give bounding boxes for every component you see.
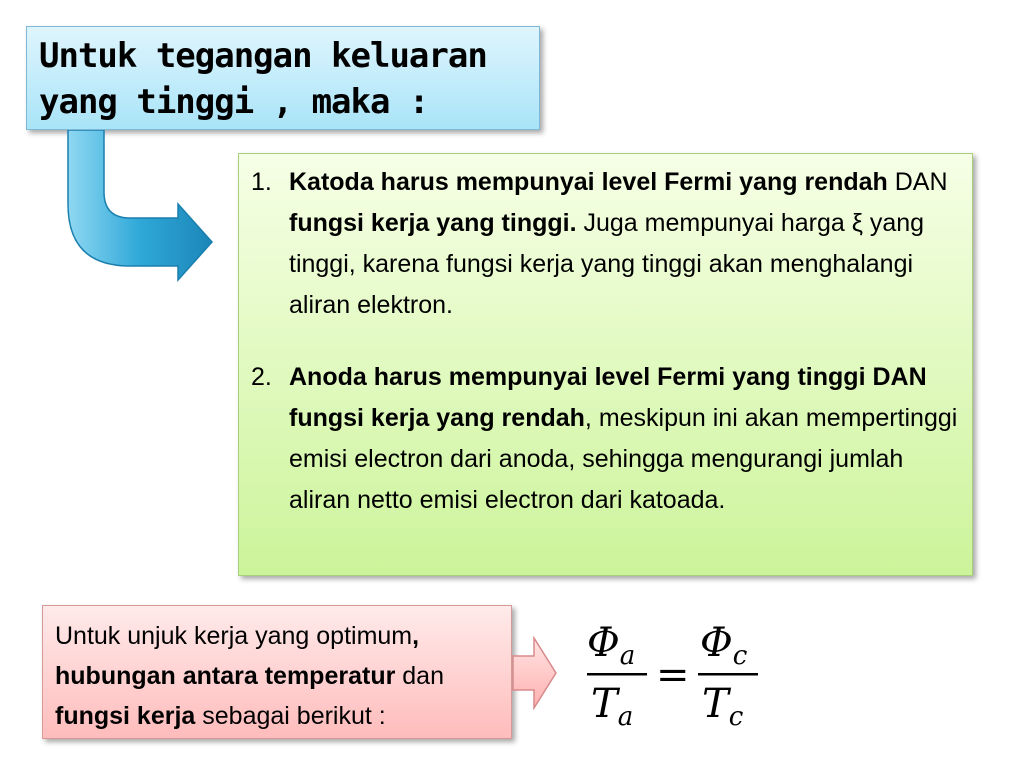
formula-equals: = bbox=[656, 652, 690, 698]
temperature-work-function-formula bbox=[585, 616, 760, 736]
heading-box bbox=[26, 26, 540, 130]
note-bold-text: fungsi kerja bbox=[55, 702, 196, 730]
item-text: , meskipun ini akan mempertinggi emisi electron dari anoda, sehingga mengurangi jumlah aliran netto emisi electron dari katoada. bbox=[289, 404, 958, 514]
optimum-note-box bbox=[42, 605, 512, 739]
item-text: Juga mempunyai harga ξ yang tinggi, karena fungsi kerja yang tinggi akan menghalangi aliran elektron. bbox=[289, 209, 925, 319]
note-text: sebagai berikut : bbox=[195, 702, 386, 730]
heading-line-1: Untuk tegangan keluaran bbox=[39, 36, 487, 76]
formula-t-a: $T_a$ bbox=[591, 681, 634, 732]
item-bold-text: Anoda harus mempunyai level Fermi yang tinggi DAN fungsi kerja yang rendah bbox=[289, 363, 927, 432]
formula-phi-c: $\Phi_c$ bbox=[700, 620, 748, 671]
item-text: DAN bbox=[887, 168, 948, 196]
right-arrow-icon bbox=[512, 636, 558, 710]
note-bold-text: hubungan antara temperatur bbox=[55, 662, 396, 690]
note-comma: , bbox=[412, 622, 420, 650]
note-text: Untuk unjuk kerja yang optimum bbox=[55, 622, 413, 650]
list-item bbox=[251, 162, 960, 326]
formula-fraction-bar-left bbox=[587, 673, 647, 676]
formula-phi-a: $\Phi_a$ bbox=[587, 620, 636, 671]
item-bold-text: Katoda harus mempunyai level Fermi yang rendah bbox=[289, 168, 888, 196]
formula-fraction-bar-right bbox=[698, 673, 758, 676]
item-number: 2. bbox=[251, 363, 272, 391]
item-number: 1. bbox=[251, 168, 272, 196]
heading-line-2: yang tinggi , maka : bbox=[39, 82, 429, 122]
conditions-list bbox=[238, 153, 973, 576]
list-item bbox=[251, 357, 960, 521]
formula-t-c: $T_c$ bbox=[702, 681, 744, 732]
curved-arrow-icon bbox=[60, 130, 220, 295]
note-text: dan bbox=[395, 662, 444, 690]
item-bold-text: fungsi kerja yang tinggi. bbox=[289, 209, 577, 237]
